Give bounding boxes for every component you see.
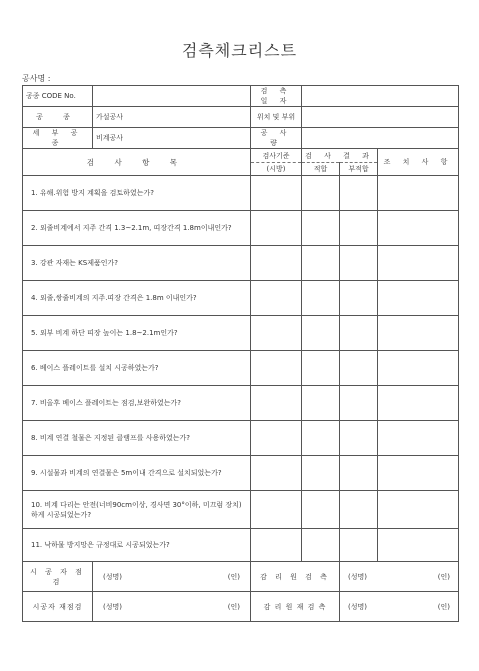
result-ok-cell[interactable] [302,176,340,211]
inspection-item-text: 6. 베이스 플레이트를 설치 시공하였는가? [23,351,251,386]
info-row-code [23,86,459,107]
table-row [23,421,459,456]
table-row [23,386,459,421]
result-ok-cell[interactable] [302,421,340,456]
inspection-date-value[interactable] [302,86,459,107]
inspection-item-text: 10. 비계 다리는 안전(너비90cm이상, 경사면 30°이하, 미끄럼 장치)하게 시공되었는가? [23,491,251,529]
supervisor-signature-cell[interactable] [340,562,459,592]
supervisor-resignature-cell[interactable] [340,592,459,622]
inspection-item-text: 2. 외줄비계에서 지주 간격 1.3~2.1m, 띠장간격 1.8m이내인가? [23,211,251,246]
criteria-cell[interactable] [251,386,302,421]
result-ok-cell[interactable] [302,456,340,491]
detail-work-label: 세 부 공 종 [23,128,93,149]
contractor-check-label: 시 공 자 점 검 [23,562,93,592]
criteria-cell[interactable] [251,281,302,316]
table-row [23,351,459,386]
header-row-top [23,149,459,163]
action-cell[interactable] [378,529,459,562]
inspection-date-label: 검 측 일 자 [251,86,302,107]
result-ng-cell[interactable] [340,351,378,386]
criteria-cell[interactable] [251,316,302,351]
criteria-cell[interactable] [251,246,302,281]
header-result: 검 사 결 과 [302,149,378,163]
inspection-item-text: 11. 낙하물 방지망은 규정대로 시공되었는가? [23,529,251,562]
info-row-worktype [23,107,459,128]
document-title: 검측체크리스트 [181,41,298,60]
result-ng-cell[interactable] [340,211,378,246]
result-ok-cell[interactable] [302,281,340,316]
quantity-value[interactable] [302,128,459,149]
action-cell[interactable] [378,176,459,211]
table-row [23,176,459,211]
criteria-cell[interactable] [251,211,302,246]
name-label: (성명) [348,572,367,581]
action-cell[interactable] [378,386,459,421]
code-label: 공종 CODE No. [23,86,93,107]
action-cell[interactable] [378,351,459,386]
header-criteria-sub: (시방) [251,163,302,176]
criteria-cell[interactable] [251,491,302,529]
header-action: 조 치 사 항 [378,149,459,176]
result-ng-cell[interactable] [340,246,378,281]
table-row [23,316,459,351]
inspection-item-text: 5. 외부 비계 하단 띠장 높이는 1.8~2.1m인가? [23,316,251,351]
table-row [23,211,459,246]
signature-row-recheck [23,592,459,622]
result-ng-cell[interactable] [340,176,378,211]
result-ng-cell[interactable] [340,316,378,351]
seal-label: (인) [227,572,240,581]
action-cell[interactable] [378,491,459,529]
seal-label: (인) [437,572,451,581]
table-row [23,529,459,562]
criteria-cell[interactable] [251,176,302,211]
result-ok-cell[interactable] [302,529,340,562]
result-ng-cell[interactable] [340,281,378,316]
result-ng-cell[interactable] [340,421,378,456]
project-name-label: 공사명 : [22,74,51,83]
header-result-ng: 부적합 [340,163,378,176]
header-criteria: 검사기준 [251,149,302,163]
action-cell[interactable] [378,211,459,246]
info-row-detail [23,128,459,149]
detail-work-value[interactable]: 비계공사 [93,128,251,149]
result-ok-cell[interactable] [302,246,340,281]
result-ok-cell[interactable] [302,386,340,421]
inspection-item-text: 1. 유해.위험 방지 계획을 검토하였는가? [23,176,251,211]
criteria-cell[interactable] [251,421,302,456]
supervisor-recheck-label: 감 리 원 재 검 측 [251,592,340,622]
result-ng-cell[interactable] [340,529,378,562]
result-ng-cell[interactable] [340,491,378,529]
inspection-item-text: 8. 비계 연결 철물은 지정된 클램프를 사용하였는가? [23,421,251,456]
table-row [23,491,459,529]
action-cell[interactable] [378,456,459,491]
criteria-cell[interactable] [251,351,302,386]
result-ng-cell[interactable] [340,386,378,421]
quantity-label: 공 사 량 [251,128,302,149]
checklist-table [22,85,459,622]
table-row [23,281,459,316]
header-result-ok: 적합 [302,163,340,176]
contractor-signature-cell[interactable] [93,562,251,592]
name-label: (성명) [103,572,122,581]
header-inspection-items: 검 사 항 목 [23,149,251,176]
supervisor-check-label: 감 리 원 검 측 [251,562,340,592]
result-ng-cell[interactable] [340,456,378,491]
location-label: 위치 및 부위 [251,107,302,128]
action-cell[interactable] [378,246,459,281]
name-label: (성명) [348,602,367,611]
location-value[interactable] [302,107,459,128]
criteria-cell[interactable] [251,529,302,562]
inspection-item-text: 4. 외줄,쌍줄비계의 지주.띠장 간격은 1.8m 이내인가? [23,281,251,316]
result-ok-cell[interactable] [302,316,340,351]
seal-label: (인) [227,602,240,611]
contractor-resignature-cell[interactable] [93,592,251,622]
signature-row-check [23,562,459,592]
criteria-cell[interactable] [251,456,302,491]
result-ok-cell[interactable] [302,491,340,529]
inspection-item-text: 9. 시설물과 비계의 연결물은 5m이내 간격으로 설치되었는가? [23,456,251,491]
seal-label: (인) [437,602,451,611]
name-label: (성명) [103,602,122,611]
inspection-item-text: 7. 비올후 베이스 플레이트는 점검,보완하였는가? [23,386,251,421]
work-type-value[interactable]: 가설공사 [93,107,251,128]
action-cell[interactable] [378,421,459,456]
action-cell[interactable] [378,281,459,316]
contractor-recheck-label: 시공자 재점검 [23,592,93,622]
table-row [23,246,459,281]
action-cell[interactable] [378,316,459,351]
code-value[interactable] [93,86,251,107]
result-ok-cell[interactable] [302,351,340,386]
table-row [23,456,459,491]
result-ok-cell[interactable] [302,211,340,246]
work-type-label: 공 종 [23,107,93,128]
inspection-item-text: 3. 강관 자재는 KS제품인가? [23,246,251,281]
